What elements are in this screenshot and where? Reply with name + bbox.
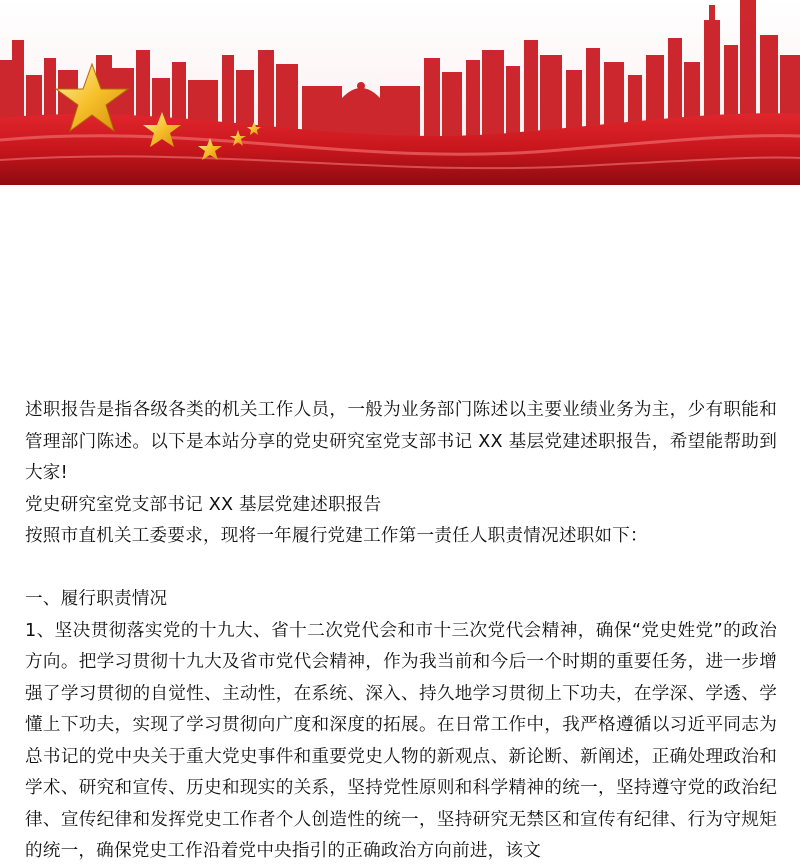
blank-line [25, 553, 777, 585]
opening-line: 按照市直机关工委要求，现将一年履行党建工作第一责任人职责情况述职如下： [25, 526, 648, 546]
intro-paragraph: 述职报告是指各级各类的机关工作人员，一般为业务部门陈述以主要业绩业务为主，少有职能和管理部门陈述。以下是本站分享的党史研究室党支部书记 XX 基层党建述职报告，希望能帮助到大家! [25, 400, 777, 483]
red-skyline-banner-image [0, 0, 800, 185]
paragraph-1: 1、坚决贯彻落实党的十九大、省十二次党代会和市十三次党代会精神，确保“党史姓党”的政治方向。把学习贯彻十九大及省市党代会精神，作为我当前和今后一个时期的重要任务，进一步增强了学习贯彻的自觉性、主动性，在系统、深入、持久地学习贯彻上下功夫，在学深、学透、学懂上下功夫，实现了学习贯彻向广度和深度的拓展。在日常工作中，我严格遵循以习近平同志为总书记的党中央关于重大党史事件和重要党史人物的新观点、新论断、新阐述，正确处理政治和学术、研究和宣传、历史和现实的关系，坚持党性原则和科学精神的统一，坚持遵守党的政治纪律、宣传纪律和发挥党史工作者个人创造性的统一，坚持研究无禁区和宣传有纪律、行为守规矩的统一，确保党史工作沿着党中央指引的正确政治方向前进，该文 [25, 620, 777, 861]
header-banner [0, 0, 800, 185]
document-body [25, 395, 777, 868]
report-title: 党史研究室党支部书记 XX 基层党建述职报告 [25, 494, 382, 515]
section-heading: 一、履行职责情况 [25, 589, 168, 609]
